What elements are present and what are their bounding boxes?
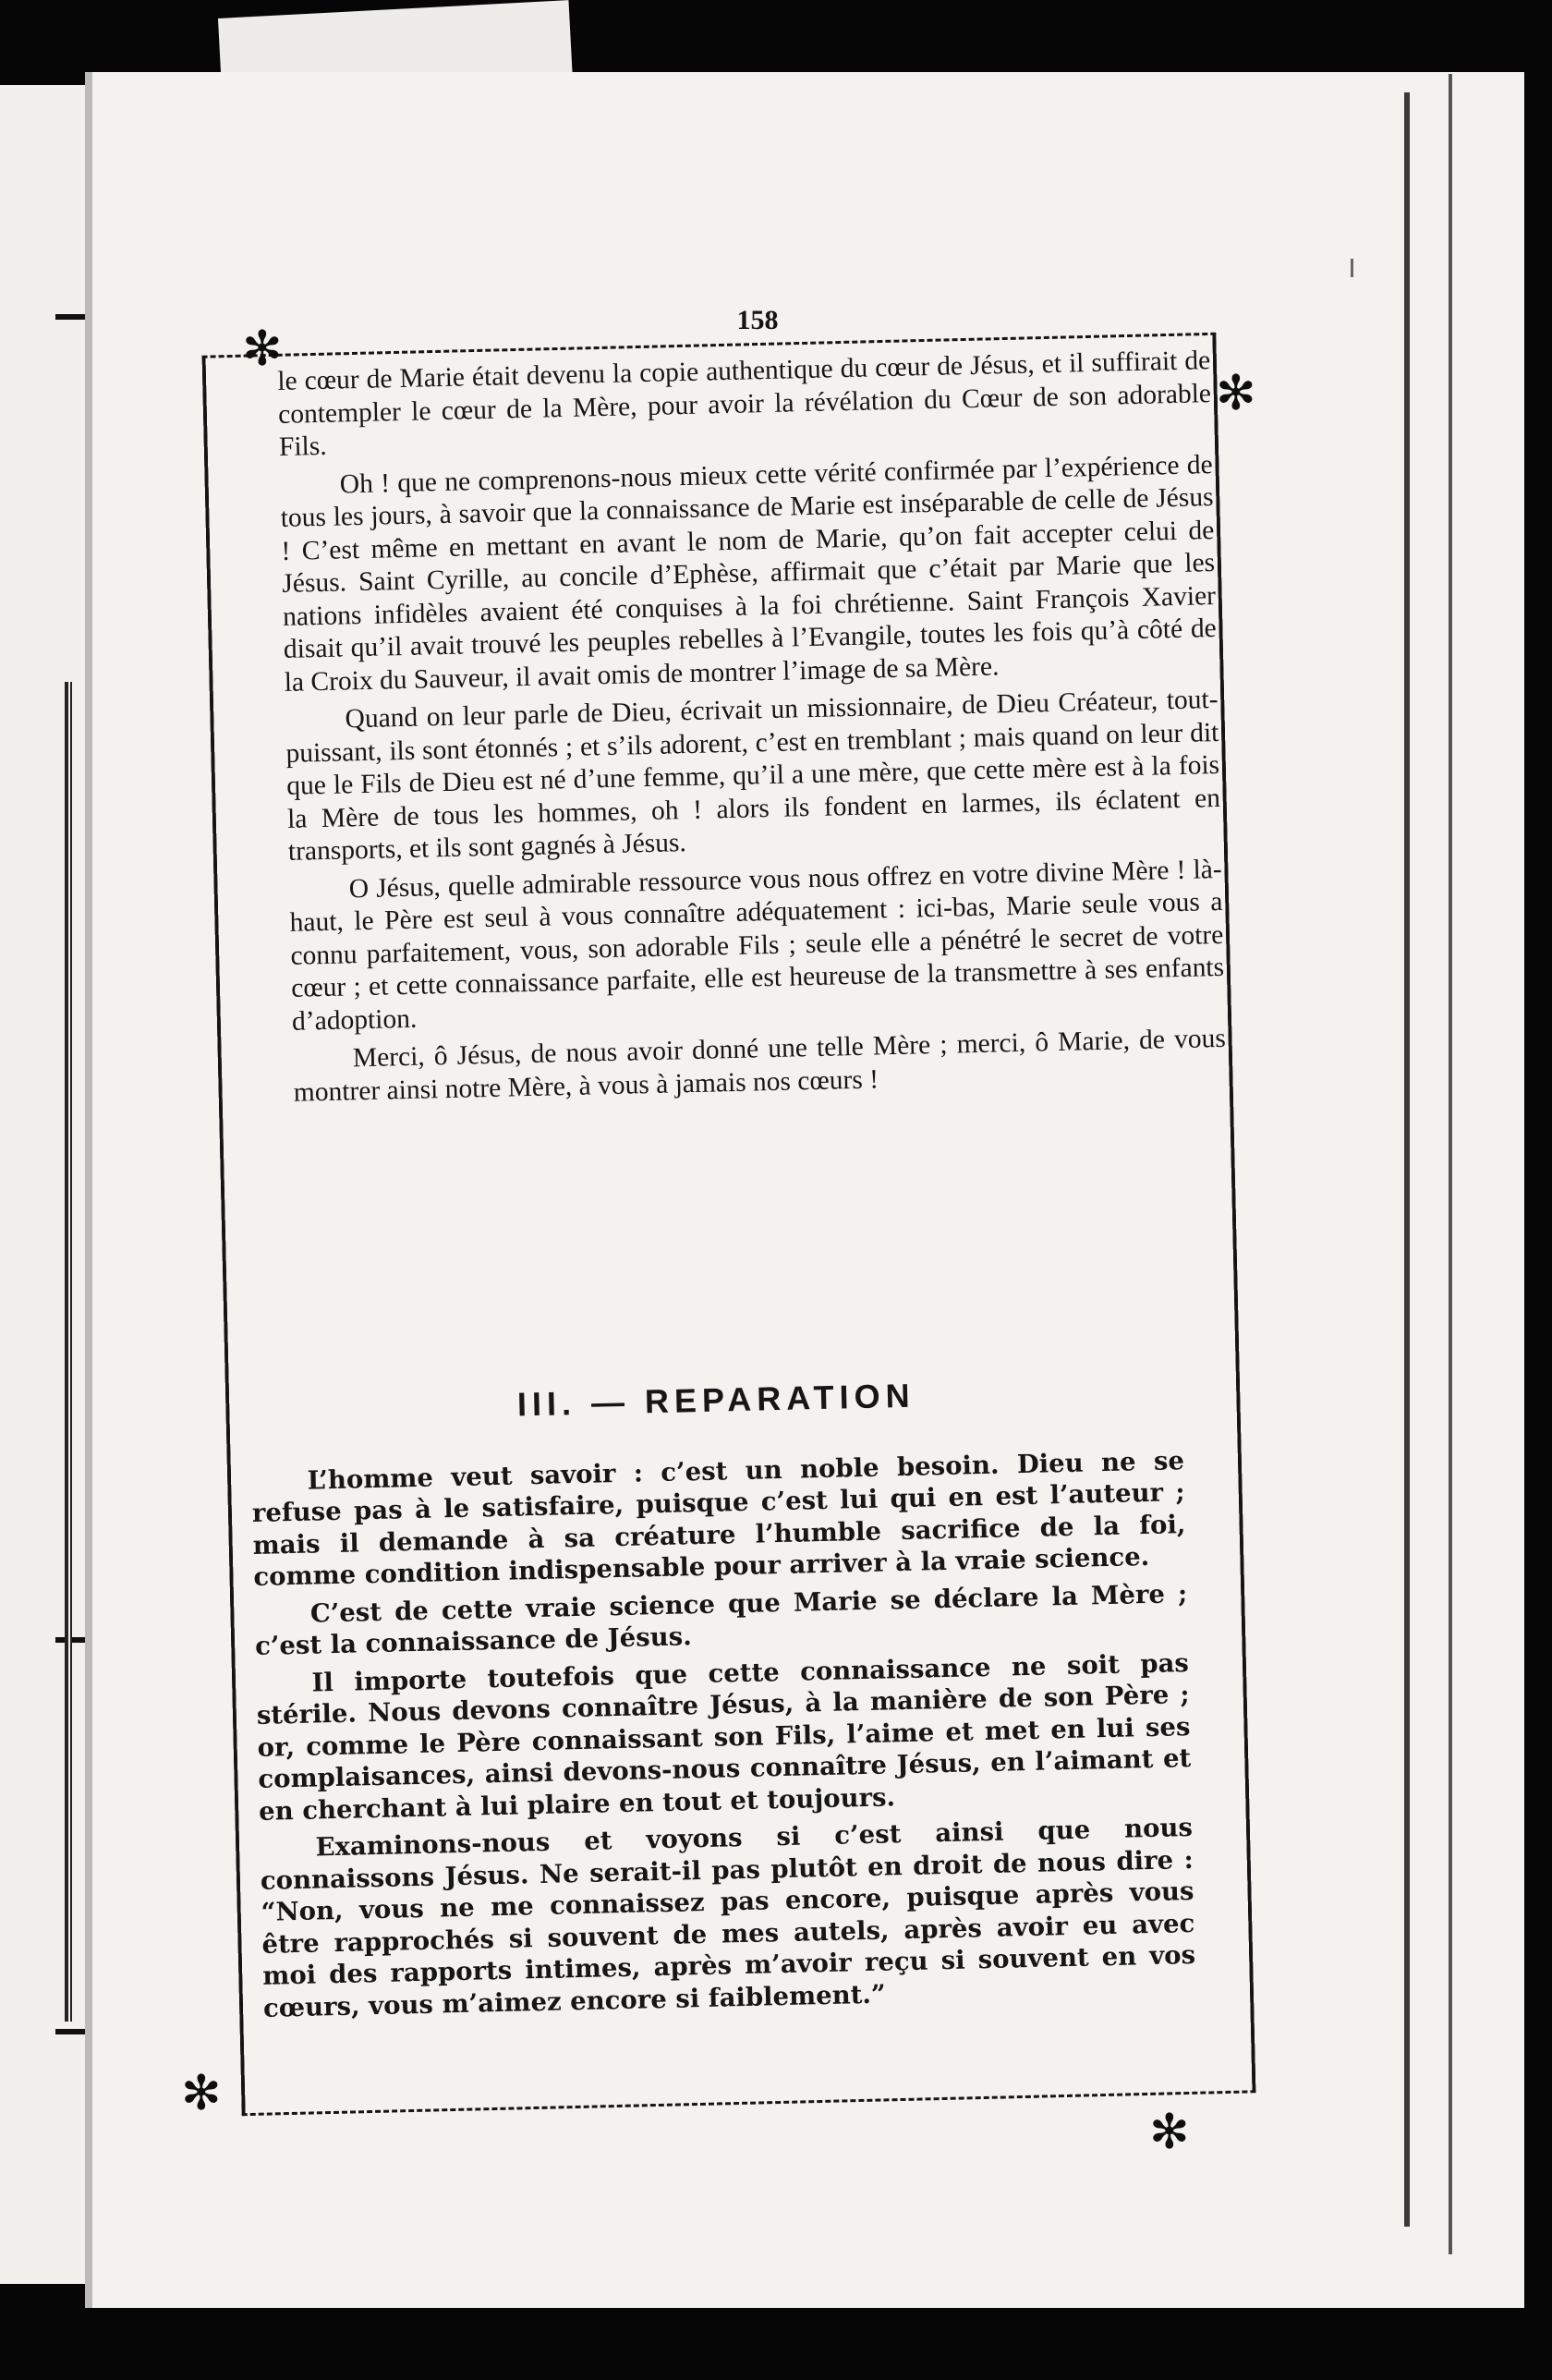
paragraph: Il importe toutefois que cette connaissance ne soit pas stérile. Nous devons connaître Jésus, à la manière de son Père ; or, comme le Père connaissant son Fils, l’aime et met en lui ses complaisances, ainsi devons-nous connaître Jésus, en l’aimant et en cherchant à lui plaire en tout et toujours. [256,1647,1192,1827]
page-edge [1404,92,1410,2227]
page-gutter [85,72,92,2308]
corner-star-icon: ✻ [242,322,283,377]
page-number: 158 [736,305,779,335]
paragraph: O Jésus, quelle admirable ressource vous nous offrez en votre divine Mère ! là-haut, le Père est seul à vous connaître adéquatement : ici-bas, Marie seule vous a connu parfaitement, vous, son adorable Fils ; seule elle a pénétré le secret de votre cœur ; et cette connaissance parfaite, elle est heureuse de la transmettre à ses enfants d’adoption. [289,854,1225,1037]
section-title: III. — REPARATION [516,1376,915,1424]
left-facing-page [0,85,85,2284]
body-text-upper [277,345,1227,1115]
paragraph: Quand on leur parle de Dieu, écrivait un missionnaire, de Dieu Créateur, tout-puissant, ils sont étonnés ; et s’ils adorent, c’est en tremblant ; mais quand on leur dit que le Fils de Dieu est né d’une femme, qu’il a une mère, que cette mère est à la fois la Mère de tous les hommes, oh ! alors ils fondent en larmes, ils éclatent en transports, et ils sont gagnés à Jésus. [285,684,1221,867]
paragraph: L’homme veut savoir : c’est un noble besoin. Dieu ne se refuse pas à le satisfaire, puisque c’est lui qui en est l’auteur ; mais il demande à sa créature l’humble sacrifice de la foi, comme condition indispensable pour arriver à la vraie science. [251,1445,1186,1592]
paragraph: Examinons-nous et voyons si c’est ainsi que nous connaissons Jésus. Ne serait-il pas plutôt en droit de nous dire : “Non, vous ne me connaissez pas encore, puisque après vous être rapprochés si souvent de mes autels, après avoir eu avec moi des rapports intimes, après m’avoir reçu si souvent en vos cœurs, vous m’aimez encore si faiblement.” [260,1812,1196,2023]
page-mark [1351,259,1353,277]
corner-star-icon: ✻ [181,2066,222,2121]
corner-star-icon: ✻ [1149,2105,1190,2160]
body-text-lower [249,1374,1196,2030]
paragraph: Merci, ô Jésus, de nous avoir donné une telle Mère ; merci, ô Marie, de vous montrer ainsi notre Mère, à vous à jamais nos cœurs ! [293,1023,1227,1108]
paragraph: C’est de cette vraie science que Marie se déclare la Mère ; c’est la connaissance de Jésus. [254,1578,1188,1661]
paragraph: Oh ! que ne comprenons-nous mieux cette vérité confirmée par l’expérience de tous les jours, à savoir que la connaissance de Marie est inséparable de celle de Jésus ! C’est même en mettant en avant le nom de Marie, qu’on fait accepter celui de Jésus. Saint Cyrille, au concile d’Ephèse, affirmait que c’était par Marie que les nations infidèles avaient été conquises à la foi chrétienne. Saint François Xavier disait qu’il avait trouvé les peuples rebelles à l’Evangile, toutes les fois qu’à côté de la Croix du Sauveur, il avait omis de montrer l’image de sa Mère. [280,449,1218,698]
paragraph: le cœur de Marie était devenu la copie authentique du cœur de Jésus, et il suffirait de contempler le cœur de la Mère, pour avoir la révélation du Cœur de son adorable Fils. [277,346,1212,462]
left-page-rule [65,682,72,2022]
corner-star-icon: ✻ [1216,366,1256,421]
page-edge-outer [1449,74,1452,2254]
